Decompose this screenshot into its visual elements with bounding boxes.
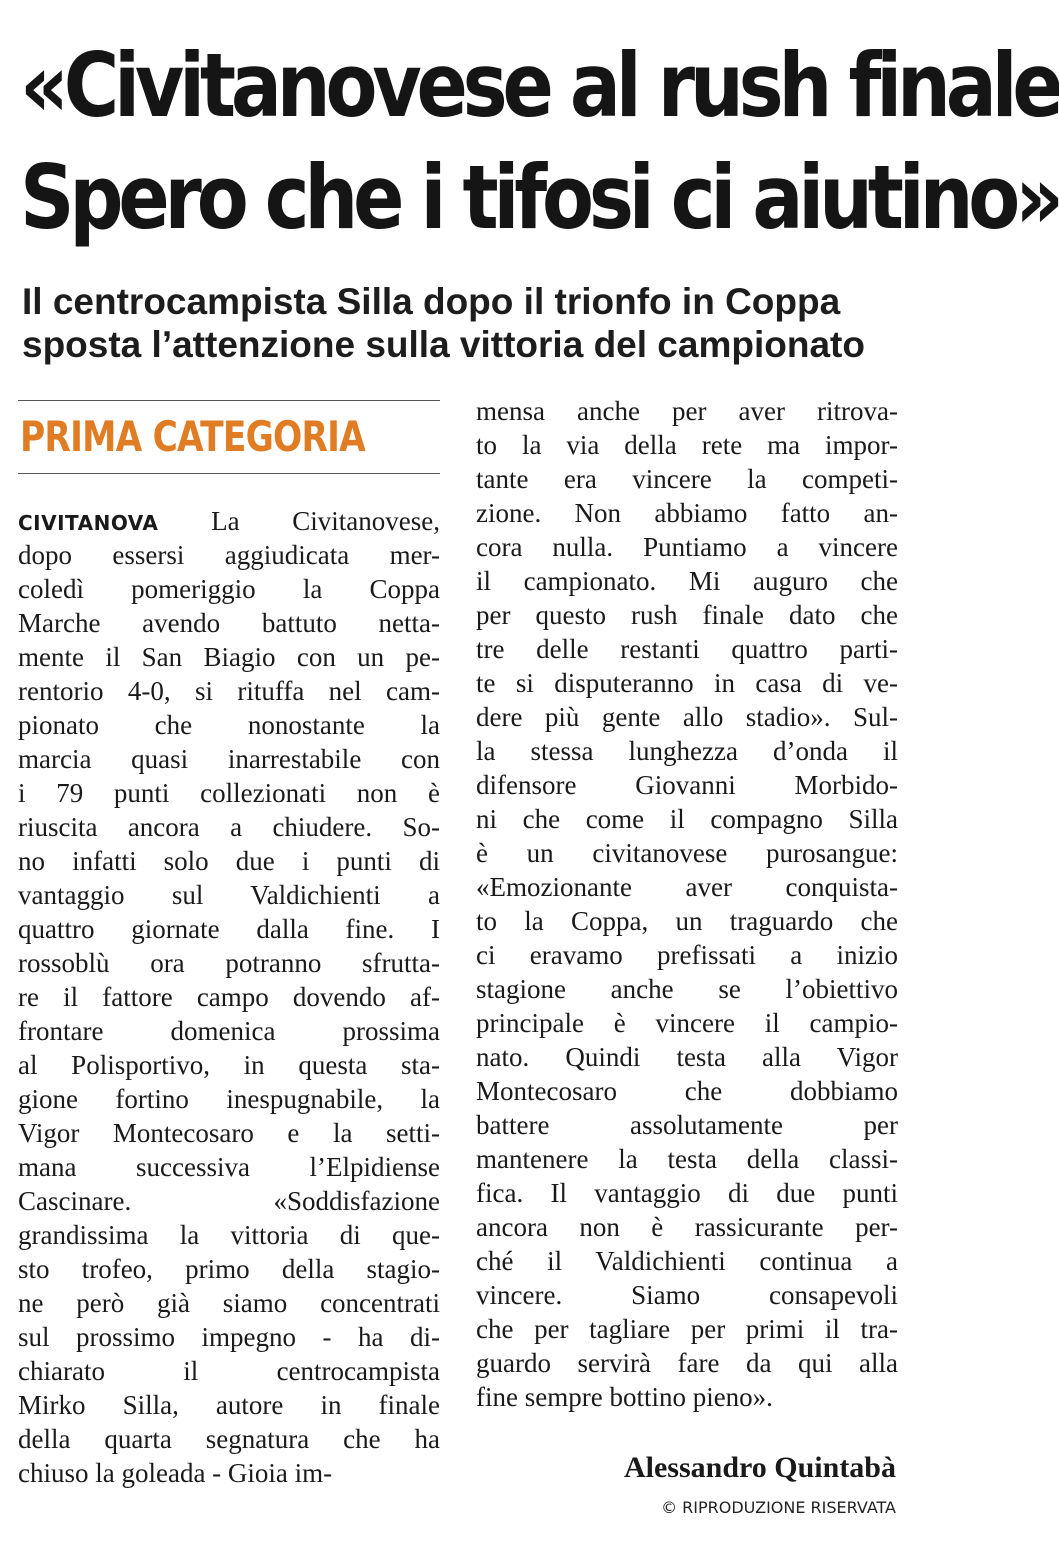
body-text-line: vincere. Siamo consapevoli [476, 1280, 898, 1310]
article-body-right-column [476, 394, 898, 1414]
article-body-left-column [18, 504, 440, 1490]
body-text-line: chiuso la goleada - Gioia im- [18, 1458, 333, 1488]
body-text-line: nato. Quindi testa alla Vigor [476, 1042, 898, 1072]
body-text-line: rentorio 4-0, si rituffa nel cam- [18, 676, 440, 706]
body-text-line: ci eravamo prefissati a inizio [476, 940, 898, 970]
body-text-line: difensore Giovanni Morbido- [476, 770, 898, 800]
body-text-line: chiarato il centrocampista [18, 1356, 440, 1386]
body-text-line: Vigor Montecosaro e la setti- [18, 1118, 440, 1148]
body-text-line: te si disputeranno in casa di ve- [476, 668, 898, 698]
body-text-line: mantenere la testa della classi- [476, 1144, 898, 1174]
body-text-line: tre delle restanti quattro parti- [476, 634, 898, 664]
author-byline: Alessandro Quintabà [623, 1451, 896, 1484]
body-text-line: frontare domenica prossima [18, 1016, 440, 1046]
body-text-line: Mirko Silla, autore in finale [18, 1390, 440, 1420]
dateline: CIVITANOVA [18, 511, 159, 535]
body-text-line: no infatti solo due i punti di [18, 846, 440, 876]
section-label: PRIMA CATEGORIA [20, 412, 366, 461]
subheadline-line: Il centrocampista Silla dopo il trionfo in Coppa [22, 281, 841, 322]
subheadline-line: sposta l’attenzione sulla vittoria del campionato [22, 324, 865, 365]
body-text-line: cora nulla. Puntiamo a vincere [476, 532, 898, 562]
body-text-line: «Emozionante aver conquista- [476, 872, 898, 902]
body-text-line: mente il San Biagio con un pe- [18, 642, 440, 672]
body-text-line: tante era vincere la competi- [476, 464, 898, 494]
body-text-line: il campionato. Mi auguro che [476, 566, 898, 596]
headline-line: «Civitanovese al rush finale [20, 34, 1059, 137]
body-text-line: to la via della rete ma impor- [476, 430, 898, 460]
section-divider-top [18, 400, 440, 401]
body-text-line: dere più gente allo stadio». Sul- [476, 702, 898, 732]
body-text-line: per questo rush finale dato che [476, 600, 898, 630]
body-text-line: ne però già siamo concentrati [18, 1288, 440, 1318]
section-divider-bottom [18, 473, 440, 474]
body-text-line: gione fortino inespugnabile, la [18, 1084, 440, 1114]
body-text-line: re il fattore campo dovendo af- [18, 982, 440, 1012]
body-text-line: la stessa lunghezza d’onda il [476, 736, 898, 766]
body-text-fragment: La Civitanovese, [158, 506, 440, 536]
body-text-line: principale è vincere il campio- [476, 1008, 898, 1038]
body-text-line: della quarta segnatura che ha [18, 1424, 440, 1454]
body-text-line: mana successiva l’Elpidiense [18, 1152, 440, 1182]
body-text-line: stagione anche se l’obiettivo [476, 974, 898, 1004]
copyright-notice: © RIPRODUZIONE RISERVATA [661, 1498, 896, 1517]
subheadline [22, 280, 902, 366]
body-text-line: mensa anche per aver ritrova- [476, 396, 898, 426]
body-text-line: al Polisportivo, in questa sta- [18, 1050, 440, 1080]
body-text-line: zione. Non abbiamo fatto an- [476, 498, 898, 528]
body-text-line: ché il Valdichienti continua a [476, 1246, 898, 1276]
body-text-line: ni che come il compagno Silla [476, 804, 898, 834]
body-text-line: fine sempre bottino pieno». [476, 1382, 773, 1412]
body-text-line: ancora non è rassicurante per- [476, 1212, 898, 1242]
body-text-line: quattro giornate dalla fine. I [18, 914, 440, 944]
body-text-line: coledì pomeriggio la Coppa [18, 574, 440, 604]
body-text-line: è un civitanovese purosangue: [476, 838, 898, 868]
body-text-line: rossoblù ora potranno sfrutta- [18, 948, 440, 978]
body-text-line: che per tagliare per primi il tra- [476, 1314, 898, 1344]
body-text-line: to la Coppa, un traguardo che [476, 906, 898, 936]
body-text-line [18, 504, 440, 538]
body-text-line: i 79 punti collezionati non è [18, 778, 440, 808]
body-text-line: riuscita ancora a chiudere. So- [18, 812, 440, 842]
body-text-line: fica. Il vantaggio di due punti [476, 1178, 898, 1208]
body-text-line: battere assolutamente per [476, 1110, 898, 1140]
body-text-line: marcia quasi inarrestabile con [18, 744, 440, 774]
headline-line: Spero che i tifosi ci aiutino» [20, 146, 1059, 249]
body-text-line: Montecosaro che dobbiamo [476, 1076, 898, 1106]
body-text-line: Cascinare. «Soddisfazione [18, 1186, 440, 1216]
body-text-line: Marche avendo battuto netta- [18, 608, 440, 638]
body-text-line: guardo servirà fare da qui alla [476, 1348, 898, 1378]
body-text-line: grandissima la vittoria di que- [18, 1220, 440, 1250]
body-text-line: dopo essersi aggiudicata mer- [18, 540, 440, 570]
body-text-line: sto trofeo, primo della stagio- [18, 1254, 440, 1284]
body-text-line: sul prossimo impegno - ha di- [18, 1322, 440, 1352]
body-text-line: pionato che nonostante la [18, 710, 440, 740]
body-text-line: vantaggio sul Valdichienti a [18, 880, 440, 910]
headline [20, 30, 1059, 254]
